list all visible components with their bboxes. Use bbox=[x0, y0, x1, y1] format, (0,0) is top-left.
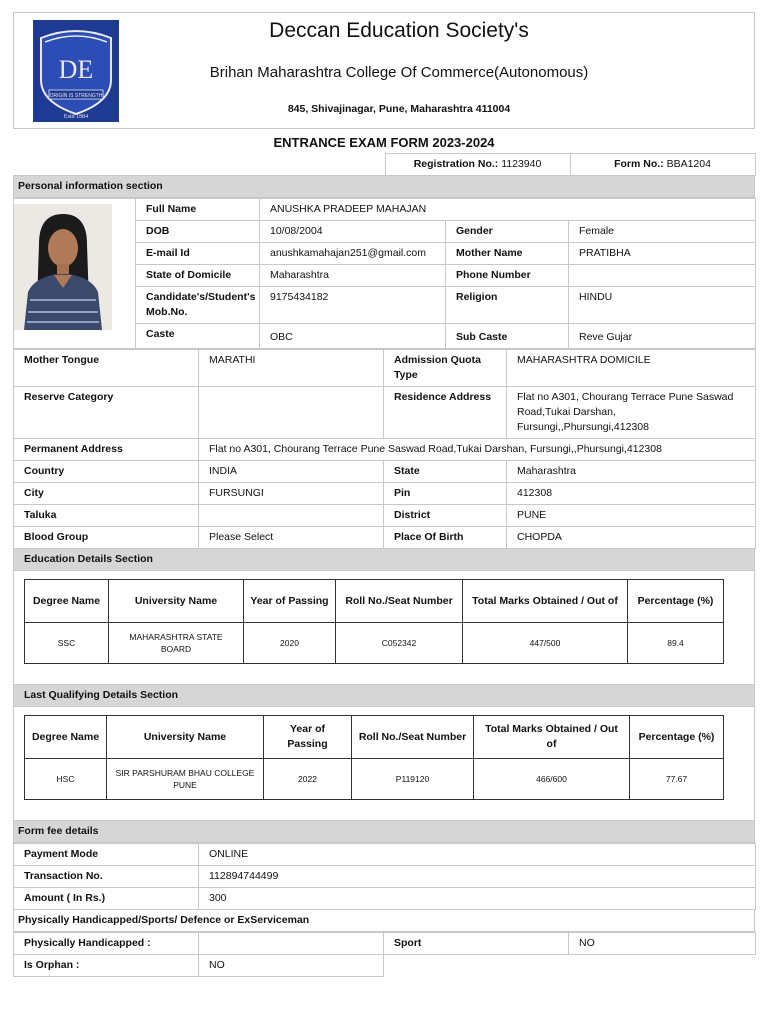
subcaste-label: Sub Caste bbox=[446, 324, 569, 349]
fee-table bbox=[13, 843, 756, 910]
taluka-value bbox=[199, 505, 384, 527]
reserve-category-label: Reserve Category bbox=[14, 387, 199, 439]
mother-tongue-value: MARATHI bbox=[199, 350, 384, 387]
blood-group-value: Please Select bbox=[199, 527, 384, 549]
table-row bbox=[14, 439, 756, 461]
qual-header-marks: Total Marks Obtained / Out of bbox=[474, 716, 630, 759]
table-row bbox=[14, 350, 756, 387]
registration-row bbox=[13, 153, 756, 176]
gender-value: Female bbox=[569, 221, 756, 243]
sport-label: Sport bbox=[384, 933, 569, 955]
blood-group-label: Blood Group bbox=[14, 527, 199, 549]
state-label: State bbox=[384, 461, 507, 483]
table-cell bbox=[570, 154, 755, 176]
handicapped-value bbox=[199, 933, 384, 955]
pin-value: 412308 bbox=[507, 483, 756, 505]
table-cell bbox=[385, 154, 570, 176]
table-row bbox=[14, 505, 756, 527]
edu-header-university: University Name bbox=[109, 580, 244, 623]
edu-roll: C052342 bbox=[336, 623, 463, 664]
country-label: Country bbox=[14, 461, 199, 483]
qual-marks: 466/600 bbox=[474, 759, 630, 800]
quota-label: Admission Quota Type bbox=[384, 350, 507, 387]
mother-name-label: Mother Name bbox=[446, 243, 569, 265]
phone-label: Phone Number bbox=[446, 265, 569, 287]
orphan-label: Is Orphan : bbox=[14, 955, 199, 977]
table-row bbox=[14, 527, 756, 549]
registration-number: 1123940 bbox=[501, 158, 542, 170]
qualifying-section bbox=[13, 707, 755, 821]
qual-percentage: 77.67 bbox=[630, 759, 724, 800]
full-name-value: ANUSHKA PRADEEP MAHAJAN bbox=[260, 199, 756, 221]
form-number-label: Form No.: bbox=[614, 158, 664, 170]
district-value: PUNE bbox=[507, 505, 756, 527]
edu-university: MAHARASHTRA STATE BOARD bbox=[109, 623, 244, 664]
birthplace-label: Place Of Birth bbox=[384, 527, 507, 549]
gender-label: Gender bbox=[446, 221, 569, 243]
qual-header-university: University Name bbox=[107, 716, 264, 759]
city-value: FURSUNGI bbox=[199, 483, 384, 505]
birthplace-value: CHOPDA bbox=[507, 527, 756, 549]
residence-address-value: Flat no A301, Chourang Terrace Pune Saswad Road,Tukai Darshan, Fursungi,,Phursungi,412308 bbox=[507, 387, 756, 439]
caste-label: Caste bbox=[136, 324, 260, 349]
email-value: anushkamahajan251@gmail.com bbox=[260, 243, 446, 265]
amount-label: Amount ( In Rs.) bbox=[14, 888, 199, 910]
mother-name-value: PRATIBHA bbox=[569, 243, 756, 265]
edu-year: 2020 bbox=[244, 623, 336, 664]
religion-value: HINDU bbox=[569, 287, 756, 324]
mobile-label: Candidate's/Student's Mob.No. bbox=[136, 287, 260, 324]
form-number: BBA1204 bbox=[666, 158, 711, 170]
dob-label: DOB bbox=[136, 221, 260, 243]
table-row bbox=[14, 844, 756, 866]
qual-roll: P119120 bbox=[352, 759, 474, 800]
table-cell bbox=[384, 955, 756, 977]
form-page bbox=[13, 12, 755, 977]
form-title: ENTRANCE EXAM FORM 2023-2024 bbox=[273, 135, 495, 150]
logo-estd: Estd 1884 bbox=[63, 114, 89, 120]
payment-mode-label: Payment Mode bbox=[14, 844, 199, 866]
table-row bbox=[14, 888, 756, 910]
special-section-title: Physically Handicapped/Sports/ Defence or ExServiceman bbox=[13, 910, 755, 932]
permanent-address-label: Permanent Address bbox=[14, 439, 199, 461]
special-table bbox=[13, 932, 756, 977]
edu-marks: 447/500 bbox=[463, 623, 628, 664]
table-row bbox=[14, 866, 756, 888]
personal-bottom-table bbox=[13, 349, 756, 549]
phone-value bbox=[569, 265, 756, 287]
amount-value: 300 bbox=[199, 888, 756, 910]
religion-label: Religion bbox=[446, 287, 569, 324]
qualifying-header-row bbox=[25, 716, 724, 759]
orphan-value: NO bbox=[199, 955, 384, 977]
qual-header-degree: Degree Name bbox=[25, 716, 107, 759]
table-row bbox=[14, 955, 756, 977]
fee-section-title: Form fee details bbox=[13, 821, 755, 843]
full-name-label: Full Name bbox=[136, 199, 260, 221]
mother-tongue-label: Mother Tongue bbox=[14, 350, 199, 387]
personal-section-title: Personal information section bbox=[13, 176, 755, 198]
edu-header-degree: Degree Name bbox=[25, 580, 109, 623]
college-name: Brihan Maharashtra College Of Commerce(Autonomous) bbox=[209, 64, 589, 81]
sport-value: NO bbox=[569, 933, 756, 955]
qual-header-percentage: Percentage (%) bbox=[630, 716, 724, 759]
qualifying-row bbox=[25, 759, 724, 800]
caste-value: OBC bbox=[260, 324, 446, 349]
svg-text:DE: DE bbox=[58, 55, 94, 84]
handicapped-label: Physically Handicapped : bbox=[14, 933, 199, 955]
photo-cell bbox=[14, 199, 136, 349]
table-row bbox=[14, 483, 756, 505]
qual-degree: HSC bbox=[25, 759, 107, 800]
qual-header-roll: Roll No./Seat Number bbox=[352, 716, 474, 759]
table-row bbox=[14, 387, 756, 439]
domicile-value: Maharashtra bbox=[260, 265, 446, 287]
district-label: District bbox=[384, 505, 507, 527]
permanent-address-value: Flat no A301, Chourang Terrace Pune Saswad Road,Tukai Darshan, Fursungi,,Phursungi,412308 bbox=[199, 439, 756, 461]
transaction-value: 112894744499 bbox=[199, 866, 756, 888]
registration-label: Registration No.: bbox=[413, 158, 499, 170]
qualifying-table bbox=[24, 715, 724, 800]
education-header-row bbox=[25, 580, 724, 623]
email-label: E-mail Id bbox=[136, 243, 260, 265]
education-table bbox=[24, 579, 724, 664]
table-cell bbox=[13, 154, 385, 176]
education-section bbox=[13, 571, 755, 685]
personal-top-table bbox=[13, 198, 756, 349]
residence-address-label: Residence Address bbox=[384, 387, 507, 439]
header bbox=[13, 12, 755, 129]
qualifying-section-title: Last Qualifying Details Section bbox=[13, 685, 755, 707]
society-name: Deccan Education Society's bbox=[269, 19, 529, 42]
country-value: INDIA bbox=[199, 461, 384, 483]
qual-year: 2022 bbox=[264, 759, 352, 800]
education-row bbox=[25, 623, 724, 664]
subcaste-value: Reve Gujar bbox=[569, 324, 756, 349]
pin-label: Pin bbox=[384, 483, 507, 505]
dob-value: 10/08/2004 bbox=[260, 221, 446, 243]
edu-percentage: 89.4 bbox=[628, 623, 724, 664]
edu-header-year: Year of Passing bbox=[244, 580, 336, 623]
mobile-value: 9175434182 bbox=[260, 287, 446, 324]
domicile-label: State of Domicile bbox=[136, 265, 260, 287]
logo-motto: ORIGIN IS STRENGTH bbox=[49, 93, 103, 99]
table-row bbox=[14, 461, 756, 483]
table-row bbox=[13, 154, 755, 176]
city-label: City bbox=[14, 483, 199, 505]
quota-value: MAHARASHTRA DOMICILE bbox=[507, 350, 756, 387]
candidate-photo bbox=[14, 204, 112, 330]
edu-header-percentage: Percentage (%) bbox=[628, 580, 724, 623]
qual-header-year: Year of Passing bbox=[264, 716, 352, 759]
edu-header-roll: Roll No./Seat Number bbox=[336, 580, 463, 623]
edu-degree: SSC bbox=[25, 623, 109, 664]
qual-university: SIR PARSHURAM BHAU COLLEGE PUNE bbox=[107, 759, 264, 800]
taluka-label: Taluka bbox=[14, 505, 199, 527]
transaction-label: Transaction No. bbox=[14, 866, 199, 888]
edu-header-marks: Total Marks Obtained / Out of bbox=[463, 580, 628, 623]
education-section-title: Education Details Section bbox=[13, 549, 755, 571]
reserve-category-value bbox=[199, 387, 384, 439]
payment-mode-value: ONLINE bbox=[199, 844, 756, 866]
college-address: 845, Shivajinagar, Pune, Maharashtra 411004 bbox=[287, 103, 511, 115]
state-value: Maharashtra bbox=[507, 461, 756, 483]
table-row bbox=[14, 933, 756, 955]
table-row bbox=[14, 199, 756, 221]
